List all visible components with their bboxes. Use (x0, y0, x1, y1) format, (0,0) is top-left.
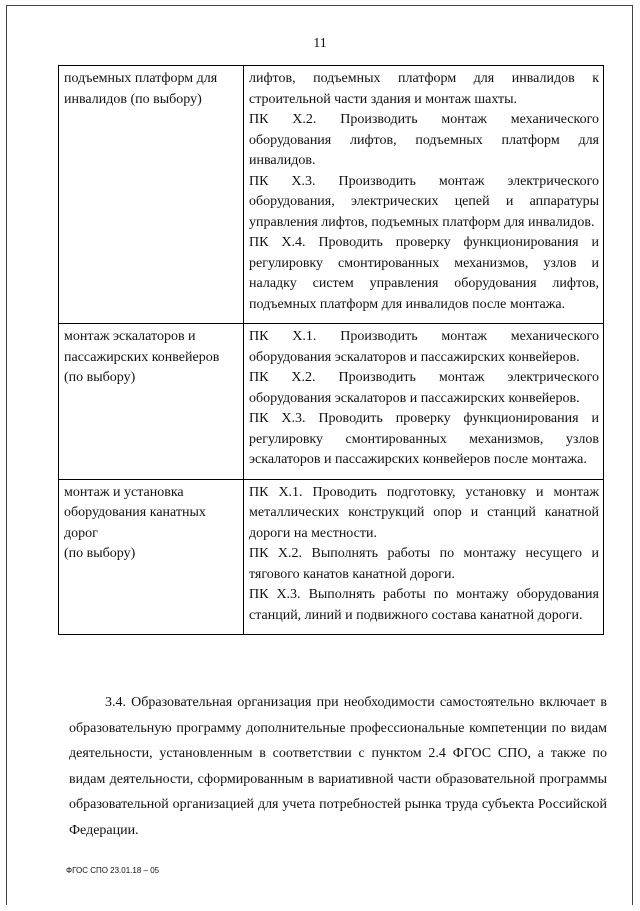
competency-item: ПК X.3. Производить монтаж электрического оборудования, электрических цепей и аппаратуры управления лифтов, подъемных платформ для инвалидов. (249, 173, 599, 230)
activity-cell (59, 324, 244, 480)
competencies-cell (244, 324, 604, 480)
competency-item: лифтов, подъемных платформ для инвалидов к строительной части здания и монтаж шахты. (249, 71, 599, 107)
competencies-cell (244, 479, 604, 635)
activity-line: монтаж и установка (64, 484, 184, 500)
activity-line: пассажирских конвейеров (64, 349, 220, 365)
footer-doc-code: ФГОС СПО 23.01.18 – 05 (66, 866, 160, 875)
activity-line: оборудования канатных (64, 505, 206, 520)
table-row (59, 479, 604, 635)
competency-item: ПК X.3. Выполнять работы по монтажу оборудования станций, линий и подвижного состава канатной дороги. (249, 587, 599, 623)
activity-line: подъемных платформ для (64, 71, 218, 86)
competency-item: ПК X.2. Производить монтаж механического оборудования лифтов, подъемных платформ для инвалидов. (249, 112, 599, 168)
competency-item: ПК X.2. Производить монтаж электрического оборудования эскалаторов и пассажирских конвейеров. (249, 370, 599, 406)
competency-table (58, 65, 604, 635)
page-number: 11 (313, 36, 327, 51)
table-row (59, 66, 604, 324)
activity-line: (по выбору) (64, 370, 136, 385)
activity-line: (по выбору) (64, 546, 136, 561)
activity-line: инвалидов (по выбору) (64, 91, 202, 107)
competency-item: ПК X.3. Проводить проверку функционирования и регулировку смонтированных механизмов, узлов эскалаторов и пассажирских конвейеров после монтажа. (249, 411, 599, 467)
activity-line: дорог (64, 525, 98, 541)
activity-cell (59, 479, 244, 635)
competencies-cell (244, 66, 604, 324)
competency-item: ПК X.4. Проводить проверку функционирования и регулировку смонтированных механизмов, узлов и наладку систем управления оборудования лифтов, подъемных платформ для инвалидов после монтажа. (249, 235, 599, 312)
activity-cell (59, 66, 244, 324)
competency-item: ПК X.1. Проводить подготовку, установку и монтаж металлических конструкций опор и станций канатной дороги на местности. (249, 484, 599, 541)
competency-item: ПК X.1. Производить монтаж механического оборудования эскалаторов и пассажирских конвейеров. (249, 329, 599, 365)
body-paragraph: 3.4. Образовательная организация при необходимости самостоятельно включает в образовательную программу дополнительные профессиональные компетенции по видам деятельности, установленным в соответствии с пунктом 2.4 ФГОС СПО, а также по видам деятельности, сформированным в вариативной части образовательной программы образовательной организацией для учета потребностей рынка труда субъекта Российской Федерации. (69, 695, 607, 838)
competency-item: ПК X.2. Выполнять работы по монтажу несущего и тягового канатов канатной дороги. (249, 546, 599, 582)
activity-line: монтаж эскалаторов и (64, 329, 196, 344)
table-row (59, 324, 604, 480)
